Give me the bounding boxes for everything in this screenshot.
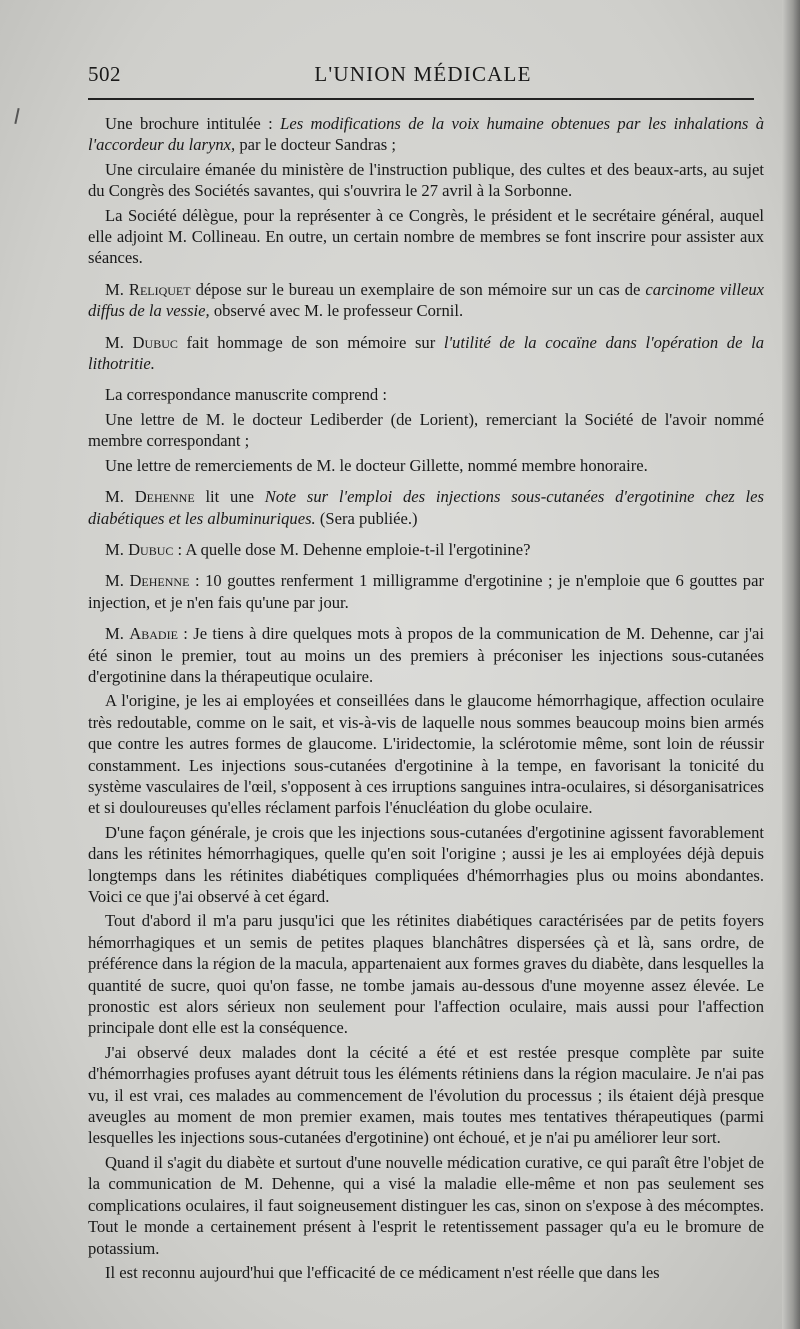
paragraph-efficacite: Il est reconnu aujourd'hui que l'efficacité de ce médicament n'est réelle que dans les [105,1262,660,1282]
paragraph-tout-abord: Tout d'abord il m'a paru jusqu'ici que les rétinites diabétiques caractérisées par de petits foyers hémorrhagiques et un semis de petites plaques blanchâtres dispersées çà et là, sans ordre, de préférence dans la région de la macula, appartenaient aux formes graves du diabète, dans lesquelles la quantité de sucre, quoi qu'on fasse, ne tombe jamais au-dessous d'une moyenne assez élevée. Le pronostic est alors sérieux non seulement pour l'affection oculaire, mais aussi pour l'affection principale dont elle est la conséquence. [88,911,764,1038]
page-edge-shadow [782,0,800,1329]
page-header [88,62,758,92]
paragraph-lettre-lediberder: Une lettre de M. le docteur Lediberder (de Lorient), remerciant la Société de l'avoir nommé membre correspondant ; [88,409,764,451]
running-title: L'UNION MÉDICALE [314,62,532,86]
margin-pencil-mark [14,108,19,124]
paragraph-reliquet: M. Reliquet dépose sur le bureau un exemplaire de son mémoire sur un cas de carcinome villeux diffus de la vessie, observé avec M. le professeur Cornil. [88,279,764,321]
paragraph-diabete: Quand il s'agit du diabète et surtout d'une nouvelle médication curative, ce qui paraît être l'objet de la communication de M. Dehenne, qui a visé la maladie elle-même et non pas seulement ses complications oculaires, il faut soigneusement distinguer les cas, sinon on s'expose à des mécomptes. Tout le monde a certainement présent à l'esprit le retentissement passager qu'a eu le bromure de potassium. [88,1152,764,1258]
paragraph-dehenne-note: M. Dehenne lit une Note sur l'emploi des injections sous-cutanées d'ergotinine chez les diabétiques et les albuminuriques. (Sera publiée.) [88,487,764,528]
paragraph-deux-malades: J'ai observé deux malades dont la cécité a été et est restée presque complète par suite d'hémorrhagies profuses ayant détruit tous les éléments rétiniens dans la région maculaire. Je n'ai pas vu, il est vrai, ces malades au commencement de l'évolution du processus ; ils étaient déjà presque aveugles au moment de mon premier examen, mais toutes mes tentatives thérapeutiques (parmi lesquelles les injections sous-cutanées d'ergotinine) ont échoué, et je n'ai pu améliorer leur sort. [88,1042,764,1148]
paragraph-correspondance: La correspondance manuscrite comprend : [105,385,387,405]
paragraph-circulaire: Une circulaire émanée du ministère de l'instruction publique, des cultes et des beaux-arts, au sujet du Congrès des Sociétés savantes, qui s'ouvrira le 27 avril à la Sorbonne. [88,159,764,201]
paragraph-abadie: M. Abadie : Je tiens à dire quelques mots à propos de la communication de M. Dehenne, car j'ai été sinon le premier, tout au moins un des premiers à préconiser les injections sous-cutanées d'ergotinine dans la thérapeutique oculaire. [88,624,764,686]
page-number: 502 [88,62,121,86]
speaker-name: Reliquet [128,279,191,299]
paragraph-glaucome: A l'origine, je les ai employées et conseillées dans le glaucome hémorrhagique, affection oculaire très redoutable, comme on le sait, et vis-à-vis de laquelle nous sommes beaucoup moins bien armés que contre les autres formes de glaucome. L'iridectomie, la sclérotomie même, sont loin de réussir constamment. Les injections sous-cutanées d'ergotinine à la tempe, en favorisant la tonicité du système vasculaires de l'œil, s'opposent à ces irruptions sanguines intra-oculaires, si désorganisatrices et si douloureuses qu'elles réclament parfois l'énucléation du globe oculaire. [88,691,764,818]
speaker-name: Dehenne [129,571,190,591]
paragraph-lettre-gillette: Une lettre de remerciements de M. le docteur Gillette, nommé membre honoraire. [105,455,648,475]
paragraph-delegation: La Société délègue, pour la représenter à ce Congrès, le président et le secrétaire général, auquel elle adjoint M. Collineau. En outre, un certain nombre de membres se font inscrire pour assister aux séances. [88,205,764,268]
speaker-name: Abadie [129,624,178,644]
paragraph-retinites: D'une façon générale, je crois que les injections sous-cutanées d'ergotinine agissent favorablement dans les rétinites hémorrhagiques, quelle qu'en soit l'origine ; aussi je les ai employées déjà depuis longtemps dans les rétinites diabétiques compliquées d'hémorrhagies plus ou moins abondantes. Voici ce que j'ai observé à cet égard. [88,822,764,906]
paragraph-dubuc-hommage: M. Dubuc fait hommage de son mémoire sur l'utilité de la cocaïne dans l'opération de la lithotritie. [88,332,764,374]
paragraph-dubuc-question: M. Dubuc : A quelle dose M. Dehenne emploie-t-il l'ergotinine? [105,539,531,559]
speaker-name: Dehenne [134,487,195,507]
speaker-name: Dubuc [128,539,174,559]
paragraph-brochure: Une brochure intitulée : Les modifications de la voix humaine obtenues par les inhalations à l'accordeur du larynx, par le docteur Sandras ; [88,114,764,155]
header-rule [88,98,754,100]
paragraph-dehenne-reponse: M. Dehenne : 10 gouttes renferment 1 milligramme d'ergotinine ; je n'emploie que 6 gouttes par injection, et je n'en fais qu'une par jour. [88,571,764,612]
body-text [88,113,764,1283]
speaker-name: Dubuc [132,332,178,352]
